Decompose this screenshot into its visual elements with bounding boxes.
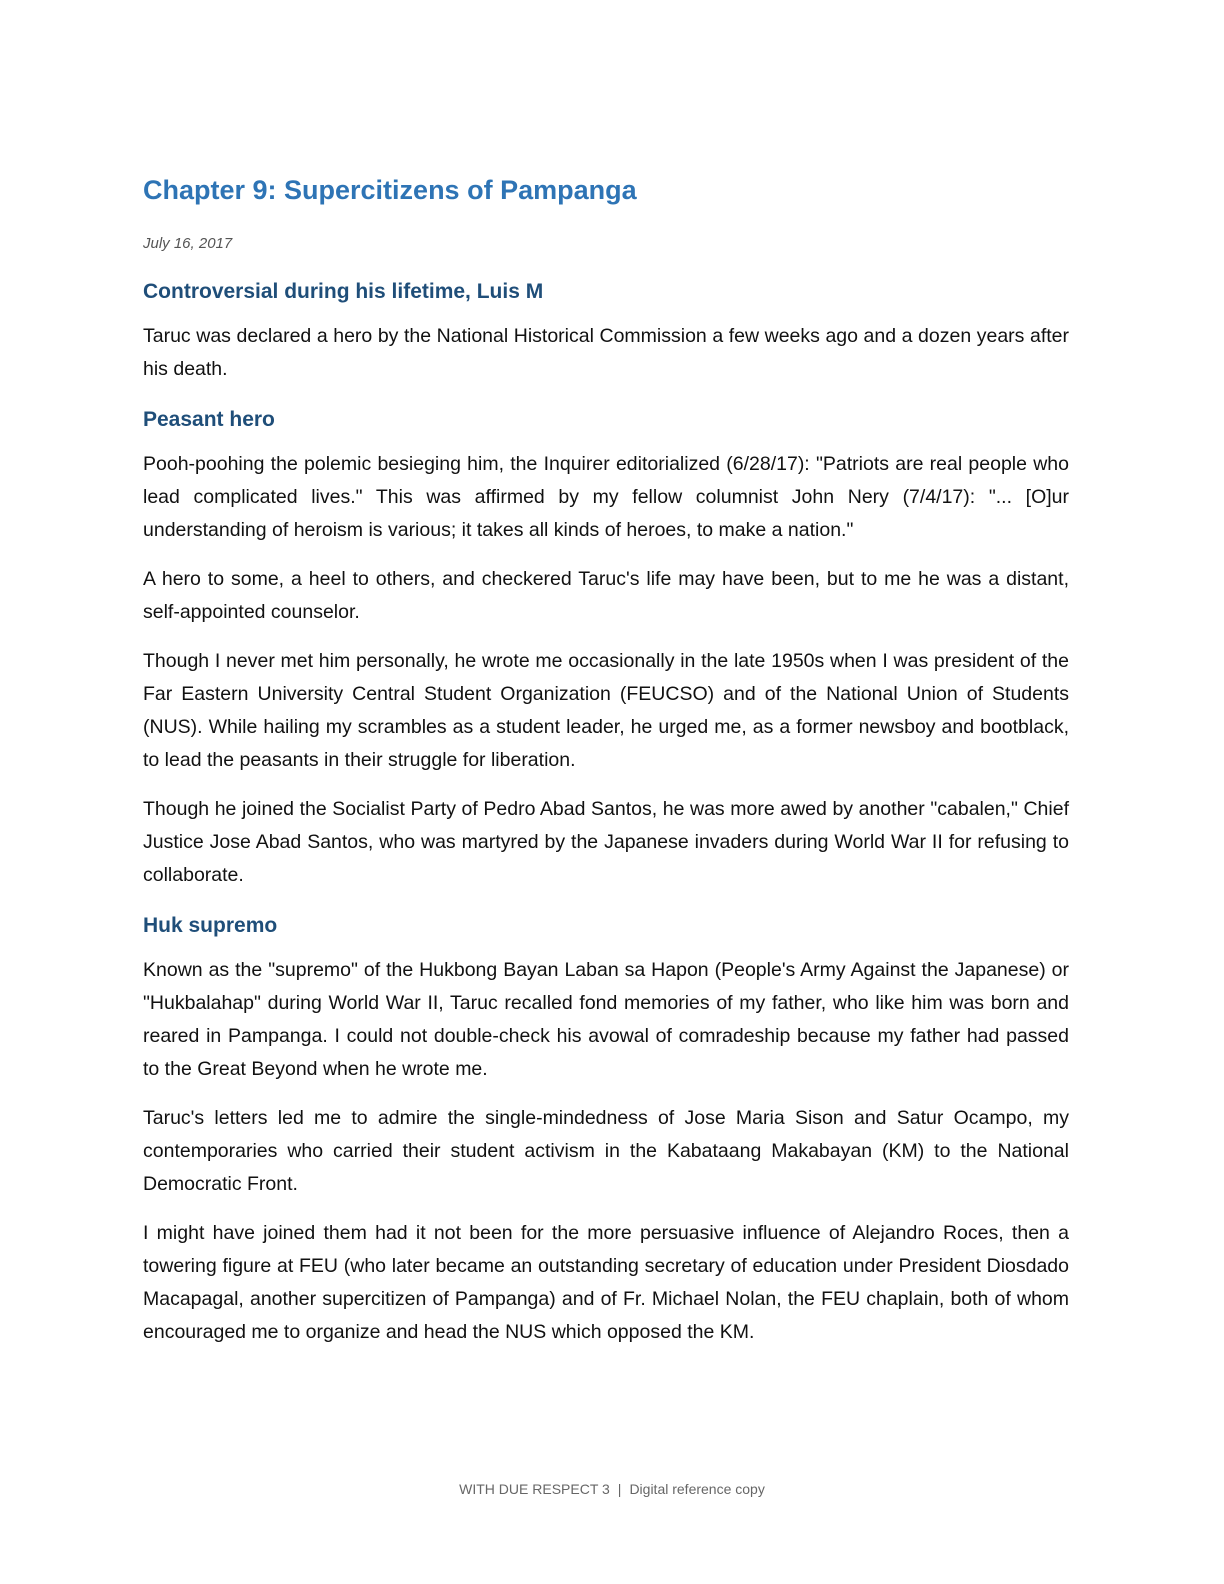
footer-book-title: WITH DUE RESPECT 3 [459, 1481, 610, 1497]
paragraph: Pooh-poohing the polemic besieging him, the Inquirer editorialized (6/28/17): "Patriots are real people who lead complicated lives." This was affirmed by my fellow columnist John Nery (7/4/17): "... [O]ur understanding of heroism is various; it takes all kinds of heroes, to make a nation." [143, 453, 1069, 541]
paragraph: Known as the "supremo" of the Hukbong Bayan Laban sa Hapon (People's Army Against the Japanese) or "Hukbalahap" during World War II, Taruc recalled fond memories of my father, who like him was born and reared in Pampanga. I could not double-check his avowal of comradeship because my father had passed to the Great Beyond when he wrote me. [143, 959, 1069, 1080]
paragraph: A hero to some, a heel to others, and checkered Taruc's life may have been, but to me he was a distant, self-appointed counselor. [143, 568, 1069, 623]
paragraph: Taruc's letters led me to admire the single-mindedness of Jose Maria Sison and Satur Ocampo, my contemporaries who carried their student activism in the Kabataang Makabayan (KM) to the National Democratic Front. [143, 1107, 1069, 1195]
section-peasant-hero [143, 404, 1069, 892]
paragraph: I might have joined them had it not been for the more persuasive influence of Alejandro Roces, then a towering figure at FEU (who later became an outstanding secretary of education under President Diosdado Macapagal, another supercitizen of Pampanga) and of Fr. Michael Nolan, the FEU chaplain, both of whom encouraged me to organize and head the NUS which opposed the KM. [143, 1222, 1069, 1343]
footer-note: Digital reference copy [629, 1481, 765, 1497]
section-huk-supremo [143, 910, 1069, 1349]
post-date: July 16, 2017 [143, 235, 233, 252]
paragraph: Though he joined the Socialist Party of Pedro Abad Santos, he was more awed by another "cabalen," Chief Justice Jose Abad Santos, who was martyred by the Japanese invaders during World War II for refusing to collaborate. [143, 798, 1069, 886]
paragraph: Taruc was declared a hero by the National Historical Commission a few weeks ago and a dozen years after his death. [143, 325, 1069, 380]
chapter-title: Chapter 9: Supercitizens of Pampanga [143, 175, 637, 205]
section-heading: Controversial during his lifetime, Luis M [143, 280, 544, 303]
page-footer [0, 1479, 1224, 1499]
section-heading: Huk supremo [143, 914, 278, 937]
document-page [143, 170, 1069, 1365]
section-heading: Peasant hero [143, 408, 275, 431]
section-controversial [143, 276, 1069, 386]
footer-separator: | [617, 1481, 622, 1497]
paragraph: Though I never met him personally, he wrote me occasionally in the late 1950s when I was president of the Far Eastern University Central Student Organization (FEUCSO) and of the National Union of Students (NUS). While hailing my scrambles as a student leader, he urged me, as a former newsboy and bootblack, to lead the peasants in their struggle for liberation. [143, 650, 1069, 771]
